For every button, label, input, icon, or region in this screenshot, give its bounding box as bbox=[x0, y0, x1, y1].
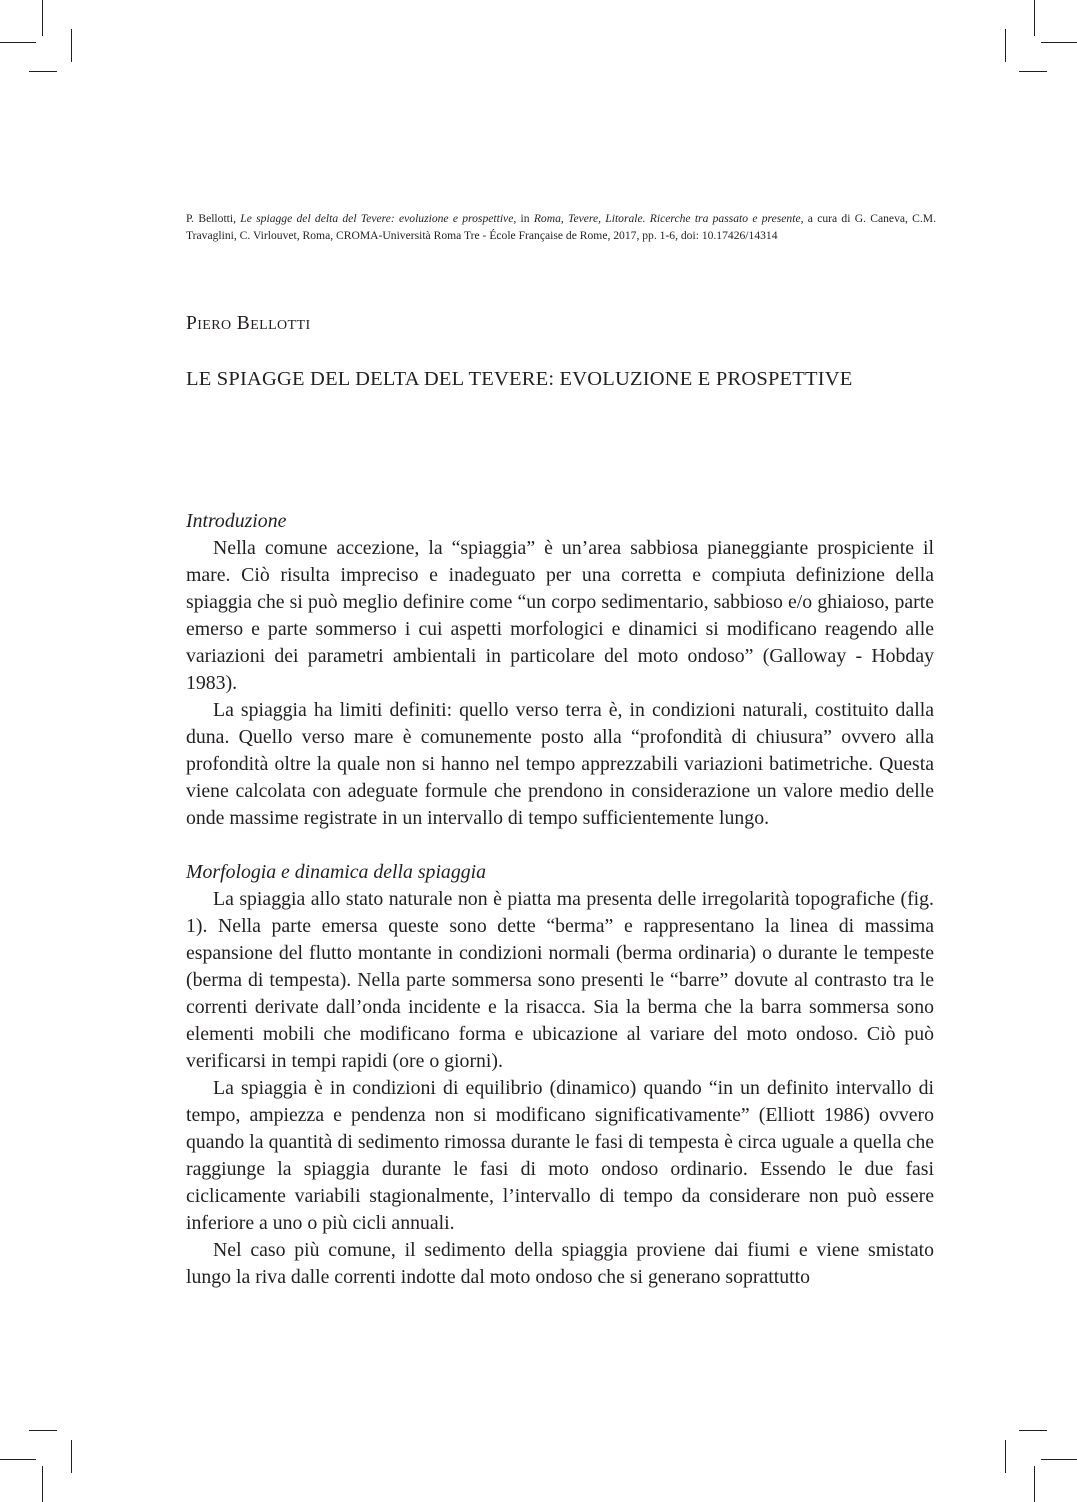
article-body bbox=[186, 508, 934, 1291]
crop-mark bbox=[71, 1440, 72, 1473]
crop-mark bbox=[1005, 1440, 1006, 1473]
author-name: Piero Bellotti bbox=[186, 313, 311, 334]
crop-mark bbox=[1041, 1459, 1077, 1460]
crop-mark bbox=[29, 1430, 57, 1431]
crop-mark bbox=[1005, 29, 1006, 62]
paragraph: La spiaggia allo stato naturale non è piatta ma presenta delle irregolarità topografiche (fig. 1). Nella parte emersa queste sono dette “berma” e rappresentano la linea di massima espansione del flutto montante in condizioni normali (berma ordinaria) o durante le tempeste (berma di tempesta). Nella parte sommersa sono presenti le “barre” dovute al contrasto tra le correnti derivate dall’onda incidente e la risacca. Sia la berma che la barra sommersa sono elementi mobili che modificano forma e ubicazione al variare del moto ondoso. Ciò può verificarsi in tempi rapidi (ore o giorni). bbox=[186, 888, 934, 1072]
citation-volume-title: Roma, Tevere, Litorale. Ricerche tra passato e presente, bbox=[533, 212, 804, 225]
paragraph: Nel caso più comune, il sedimento della spiaggia proviene dai fiumi e viene smistato lungo la riva dalle correnti indotte dal moto ondoso che si generano soprattutto bbox=[186, 1239, 934, 1288]
crop-mark bbox=[0, 1459, 36, 1460]
citation-author: P. Bellotti, bbox=[186, 212, 237, 225]
article-title: LE SPIAGGE DEL DELTA DEL TEVERE: EVOLUZIONE E PROSPETTIVE bbox=[186, 368, 853, 390]
paragraph: Nella comune accezione, la “spiaggia” è un’area sabbiosa pianeggiante prospiciente il mare. Ciò risulta impreciso e inadeguato per una corretta e compiuta definizione della spiaggia che si può meglio definire come “un corpo sedimentario, sabbioso e/o ghiaioso, parte emerso e parte sommerso i cui aspetti morfologici e dinamici si modificano reagendo alle variazioni dei parametri ambientali in particolare del moto ondoso” (Galloway - Hobday 1983). bbox=[186, 537, 934, 694]
section-heading: Morfologia e dinamica della spiaggia bbox=[186, 861, 486, 883]
citation-header bbox=[186, 210, 936, 244]
crop-mark bbox=[0, 42, 36, 43]
crop-mark bbox=[29, 71, 57, 72]
crop-mark bbox=[1041, 42, 1077, 43]
paragraph: La spiaggia è in condizioni di equilibrio (dinamico) quando “in un definito intervallo di tempo, ampiezza e pendenza non si modificano significativamente” (Elliott 1986) ovvero quando la quantità di sedimento rimossa durante le fasi di tempesta è circa uguale a quella che raggiunge la spiaggia durante le fasi di moto ondoso ordinario. Essendo le due fasi ciclicamente variabili stagionalmente, l’intervallo di tempo da considerare non può essere inferiore a uno o più cicli annuali. bbox=[186, 1077, 934, 1234]
crop-mark bbox=[42, 1466, 43, 1502]
crop-mark bbox=[1019, 1430, 1047, 1431]
citation-details: a cura di G. Caneva, C.M. Travaglini, C. Virlouvet, Roma, CROMA-Università Roma Tre - École Française de Rome, 2017, pp. 1-6, doi: 10.17426/14314 bbox=[186, 212, 937, 242]
section-heading: Introduzione bbox=[186, 510, 287, 532]
citation-article-title: Le spiagge del delta del Tevere: evoluzione e prospettive, bbox=[240, 212, 517, 225]
crop-mark bbox=[1034, 1466, 1035, 1502]
crop-mark bbox=[42, 0, 43, 36]
crop-mark bbox=[71, 29, 72, 62]
crop-mark bbox=[1019, 71, 1047, 72]
paragraph: La spiaggia ha limiti definiti: quello verso terra è, in condizioni naturali, costituito dalla duna. Quello verso mare è comunemente posto alla “profondità di chiusura” ovvero alla profondità oltre la quale non si hanno nel tempo apprezzabili variazioni batimetriche. Questa viene calcolata con adeguate formule che prendono in considerazione un valore medio delle onde massime registrate in un intervallo di tempo sufficientemente lungo. bbox=[186, 699, 934, 829]
citation-in: in bbox=[520, 212, 530, 225]
crop-mark bbox=[1034, 0, 1035, 36]
section-spacer bbox=[186, 832, 934, 859]
